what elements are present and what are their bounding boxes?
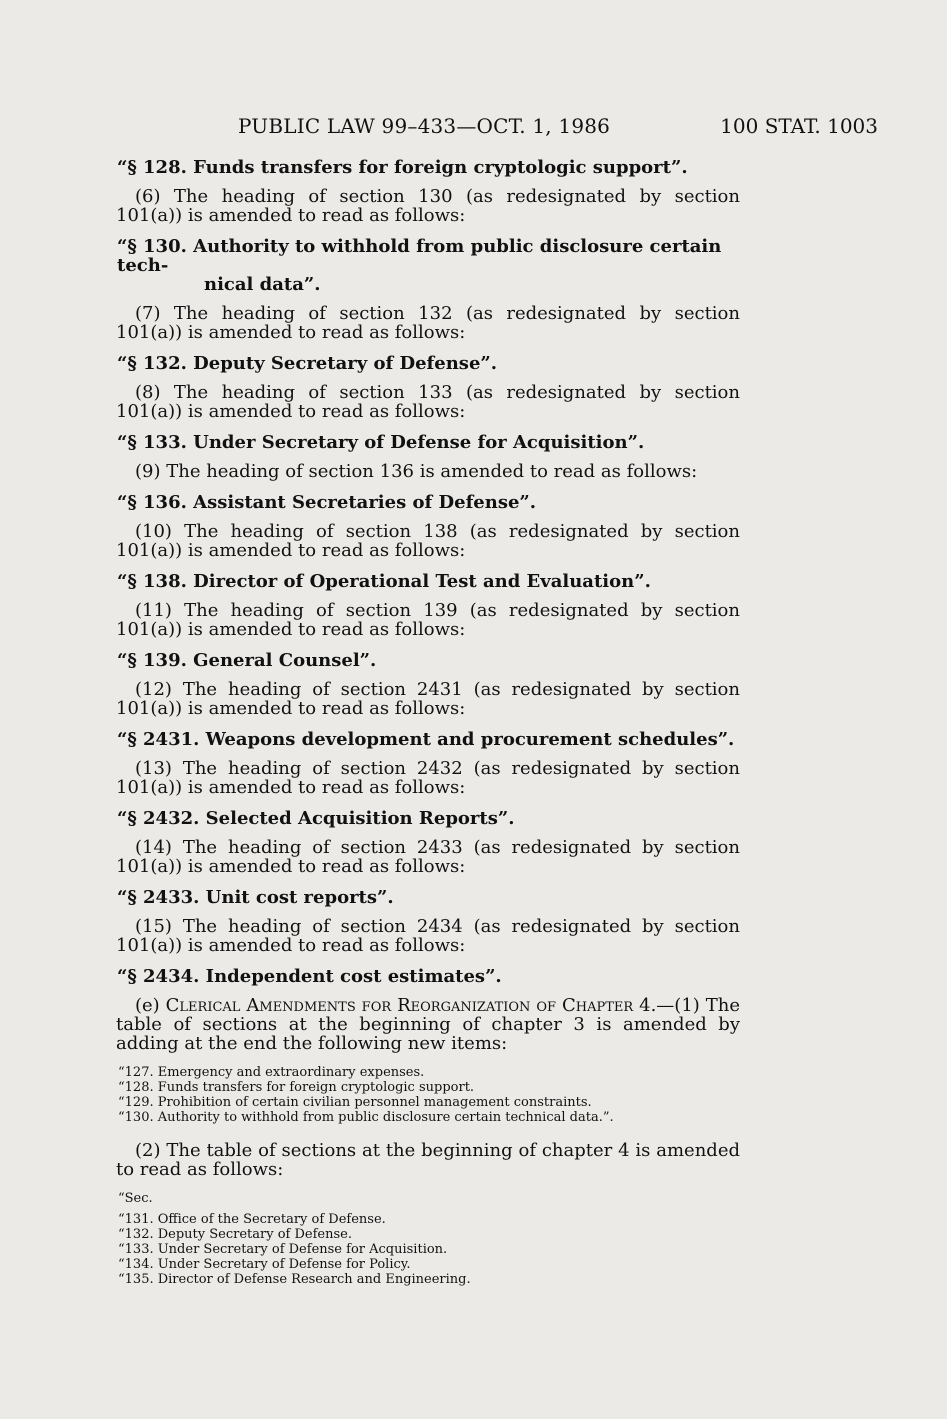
list-item: “134. Under Secretary of Defense for Policy.	[118, 1257, 411, 1272]
document-body	[116, 158, 740, 1303]
paragraph-10: (10) The heading of section 138 (as redesignated by section 101(a)) is amended to read as follows:	[116, 521, 740, 561]
section-heading-136: “§ 136. Assistant Secretaries of Defense”.	[117, 492, 537, 513]
section-heading-2431: “§ 2431. Weapons development and procurement schedules”.	[117, 729, 735, 750]
list-item: “133. Under Secretary of Defense for Acquisition.	[118, 1242, 448, 1257]
section-heading-128: “§ 128. Funds transfers for foreign cryptologic support”.	[117, 157, 688, 178]
list-item: “132. Deputy Secretary of Defense.	[118, 1227, 352, 1242]
paragraph-11: (11) The heading of section 139 (as redesignated by section 101(a)) is amended to read as follows:	[116, 600, 740, 640]
paragraph-12: (12) The heading of section 2431 (as redesignated by section 101(a)) is amended to read as follows:	[116, 679, 740, 719]
paragraph-13: (13) The heading of section 2432 (as redesignated by section 101(a)) is amended to read as follows:	[116, 758, 740, 798]
paragraph-e-prefix: (e)	[135, 995, 166, 1016]
section-heading-133: “§ 133. Under Secretary of Defense for Acquisition”.	[117, 432, 645, 453]
list-item: “127. Emergency and extraordinary expenses.	[118, 1065, 425, 1080]
paragraph-6: (6) The heading of section 130 (as redesignated by section 101(a)) is amended to read as follows:	[116, 186, 740, 226]
section-heading-138: “§ 138. Director of Operational Test and Evaluation”.	[117, 571, 651, 592]
paragraph-e-2: (2) The table of sections at the beginning of chapter 4 is amended to read as follows:	[116, 1140, 740, 1180]
list-item: “129. Prohibition of certain civilian personnel management constraints.	[118, 1095, 592, 1110]
list-item: “130. Authority to withhold from public disclosure certain technical data.”.	[118, 1110, 614, 1125]
paragraph-14: (14) The heading of section 2433 (as redesignated by section 101(a)) is amended to read as follows:	[116, 837, 740, 877]
section-heading-130-line2: nical data”.	[204, 274, 321, 295]
paragraph-9: (9) The heading of section 136 is amended to read as follows:	[135, 461, 698, 482]
list-item: “135. Director of Defense Research and Engineering.	[118, 1272, 471, 1287]
chapter-4-table-of-sections	[116, 1191, 740, 1287]
paragraph-e	[116, 996, 740, 1053]
paragraph-7: (7) The heading of section 132 (as redesignated by section 101(a)) is amended to read as follows:	[116, 303, 740, 343]
paragraph-8: (8) The heading of section 133 (as redesignated by section 101(a)) is amended to read as follows:	[116, 382, 740, 422]
section-heading-132: “§ 132. Deputy Secretary of Defense”.	[117, 353, 498, 374]
list-item: “131. Office of the Secretary of Defense.	[118, 1212, 386, 1227]
paragraph-15: (15) The heading of section 2434 (as redesignated by section 101(a)) is amended to read as follows:	[116, 916, 740, 956]
section-heading-139: “§ 139. General Counsel”.	[117, 650, 377, 671]
section-heading-2434: “§ 2434. Independent cost estimates”.	[117, 966, 502, 987]
section-heading-2432: “§ 2432. Selected Acquisition Reports”.	[117, 808, 515, 829]
section-heading-130	[116, 237, 740, 294]
public-law-citation: PUBLIC LAW 99–433—OCT. 1, 1986	[238, 114, 611, 138]
page-header	[238, 114, 878, 138]
list-item: “128. Funds transfers for foreign cryptologic support.	[118, 1080, 475, 1095]
list-header: “Sec.	[118, 1191, 153, 1206]
chapter-3-table-of-sections	[116, 1065, 740, 1125]
statute-page-number: 100 STAT. 1003	[720, 114, 878, 138]
paragraph-e-caption: Clerical Amendments for Reorganization of Chapter 4.	[165, 995, 657, 1016]
section-heading-2433: “§ 2433. Unit cost reports”.	[117, 887, 394, 908]
paragraph-e-text: —(1) The table of sections at the beginning of chapter 3 is amended by adding at the end the following new items:	[116, 995, 740, 1054]
section-heading-130-line1: “§ 130. Authority to withhold from public disclosure certain tech-	[117, 236, 722, 276]
